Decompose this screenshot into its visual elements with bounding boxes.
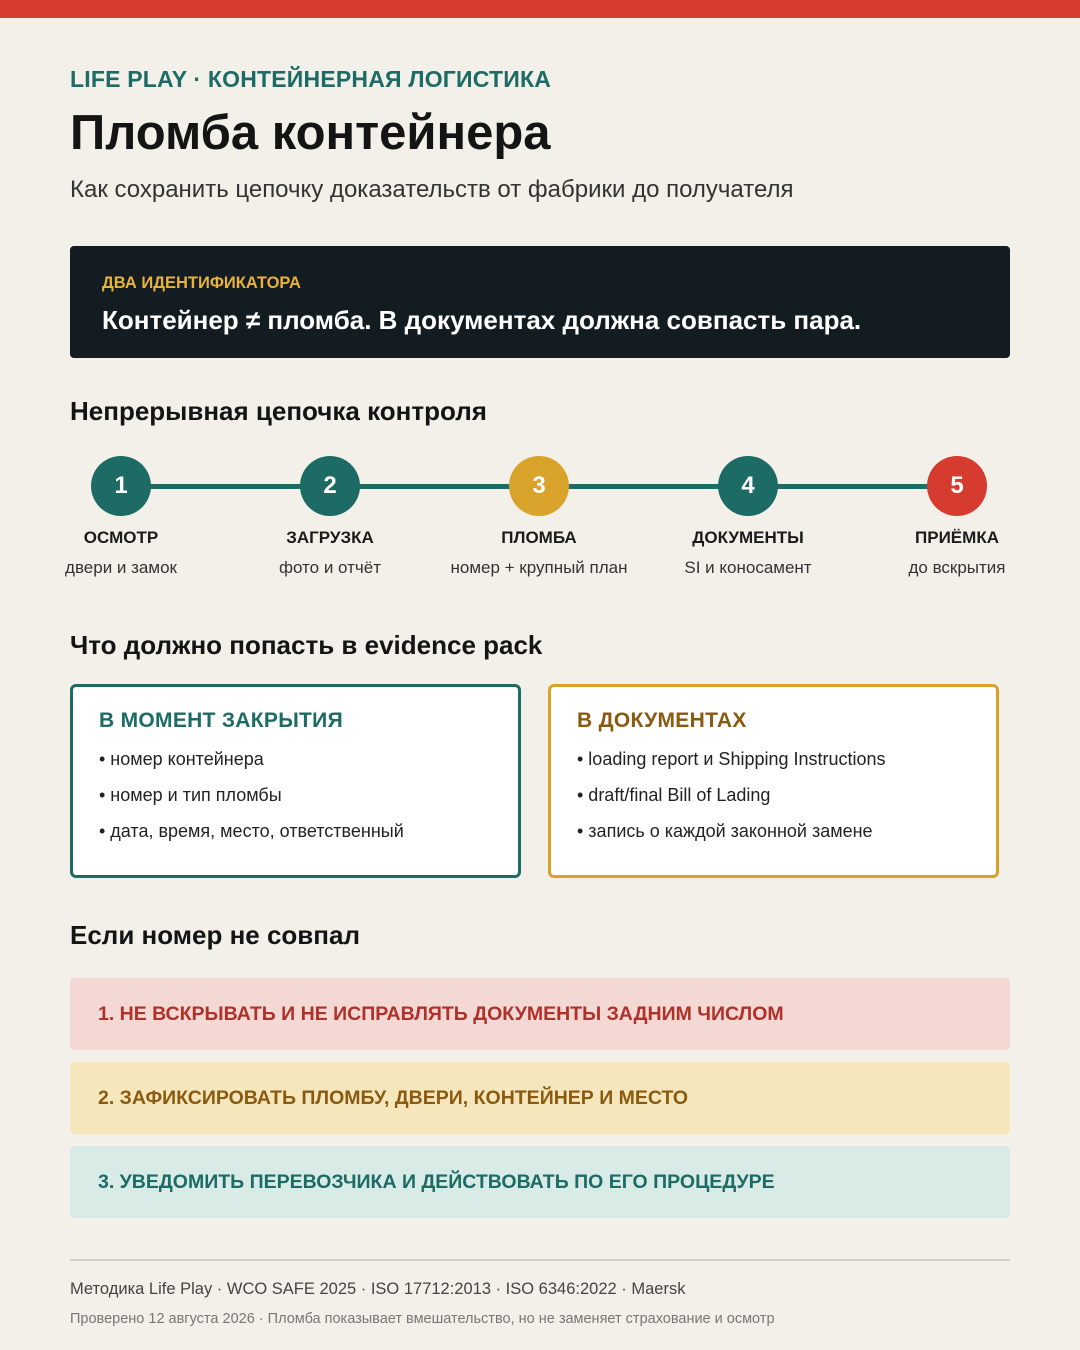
evidence-heading: Что должно попасть в evidence pack xyxy=(70,630,543,660)
eyebrow: LIFE PLAY · КОНТЕЙНЕРНАЯ ЛОГИСТИКА xyxy=(70,66,552,92)
footer-divider xyxy=(70,1259,1010,1261)
step-description: номер + крупный план xyxy=(450,558,628,577)
mismatch-heading: Если номер не совпал xyxy=(70,920,360,950)
card-title: В МОМЕНТ ЗАКРЫТИЯ xyxy=(99,709,343,732)
step-description: SI и коносамент xyxy=(684,558,812,577)
action-step-2 xyxy=(70,1062,1010,1134)
card-title: В ДОКУМЕНТАХ xyxy=(577,709,747,732)
action-text: 3. УВЕДОМИТЬ ПЕРЕВОЗЧИКА И ДЕЙСТВОВАТЬ ПО ЕГО ПРОЦЕДУРЕ xyxy=(98,1171,775,1193)
step-label: ПРИЁМКА xyxy=(915,528,999,547)
chain-heading: Непрерывная цепочка контроля xyxy=(70,396,487,426)
step-number: 4 xyxy=(718,456,778,516)
list-item: • draft/final Bill of Lading xyxy=(577,785,771,805)
step-number: 2 xyxy=(300,456,360,516)
action-step-3 xyxy=(70,1146,1010,1218)
action-step-1 xyxy=(70,978,1010,1050)
footer-sources: Методика Life Play · WCO SAFE 2025 · ISO 17712:2013 · ISO 6346:2022 · Maersk xyxy=(70,1280,686,1298)
footer-note: Проверено 12 августа 2026 · Пломба показывает вмешательство, но не заменяет страхование и осмотр xyxy=(70,1311,775,1327)
step-label: ОСМОТР xyxy=(83,528,159,547)
step-number: 1 xyxy=(91,456,151,516)
callout-text: Контейнер ≠ пломба. В документах должна совпасть пара. xyxy=(102,305,862,335)
page-subtitle: Как сохранить цепочку доказательств от фабрики до получателя xyxy=(70,176,794,203)
step-number: 3 xyxy=(509,456,569,516)
list-item: • номер и тип пломбы xyxy=(99,785,282,805)
step-label: ПЛОМБА xyxy=(501,528,577,547)
callout-box xyxy=(70,246,1010,358)
control-chain-timeline xyxy=(65,456,1010,586)
step-description: фото и отчёт xyxy=(278,558,382,577)
card-list xyxy=(577,749,886,857)
page-title: Пломба контейнера xyxy=(70,106,551,160)
step-label: ЗАГРУЗКА xyxy=(286,528,374,547)
list-item: • номер контейнера xyxy=(99,749,264,769)
list-item: • дата, время, место, ответственный xyxy=(99,821,404,841)
action-text: 2. ЗАФИКСИРОВАТЬ ПЛОМБУ, ДВЕРИ, КОНТЕЙНЕР И МЕСТО xyxy=(98,1087,689,1109)
step-label: ДОКУМЕНТЫ xyxy=(692,528,804,547)
step-number: 5 xyxy=(927,456,987,516)
action-text: 1. НЕ ВСКРЫВАТЬ И НЕ ИСПРАВЛЯТЬ ДОКУМЕНТЫ ЗАДНИМ ЧИСЛОМ xyxy=(98,1003,784,1025)
list-item: • запись о каждой законной замене xyxy=(577,821,873,841)
list-item: • loading report и Shipping Instructions xyxy=(577,749,886,769)
step-description: до вскрытия xyxy=(908,558,1006,577)
top-accent-bar xyxy=(0,0,1080,18)
callout-label: ДВА ИДЕНТИФИКАТОРА xyxy=(102,274,301,292)
card-list xyxy=(99,749,404,857)
step-description: двери и замок xyxy=(65,558,177,577)
card-at-closing xyxy=(70,684,521,878)
card-in-documents xyxy=(548,684,999,878)
